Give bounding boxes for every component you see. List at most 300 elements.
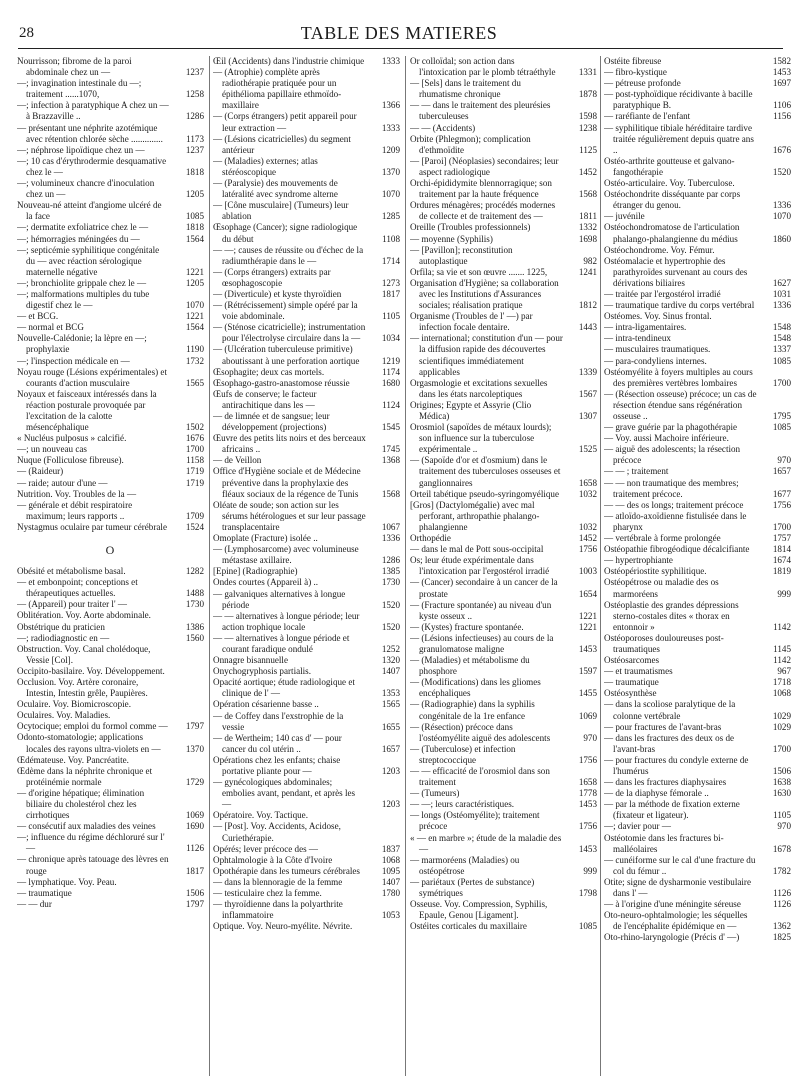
entry-page-number: 1174 xyxy=(382,366,400,377)
entry-text: — [Pavillon]; reconstitution autoplastique xyxy=(410,244,513,266)
entry-page-number: 1502 xyxy=(185,422,204,433)
index-entry xyxy=(213,322,400,344)
index-entry xyxy=(213,433,400,455)
index-entry xyxy=(213,544,400,566)
entry-page-number: 1811 xyxy=(579,211,597,222)
entry-text: — pétreuse profonde xyxy=(604,78,681,89)
entry-page-number: 1565 xyxy=(185,377,204,388)
entry-page-number: 1069 xyxy=(185,810,204,821)
entry-text: — longs (Ostéomyélite); traitement précoce xyxy=(410,810,540,832)
entry-text: Occlusion. Voy. Artère coronaire, Intestin, Intestin grêle, Paupières. xyxy=(17,676,148,699)
entry-page-number: 1548 xyxy=(772,322,791,333)
entry-text: Oblitération. Voy. Aorte abdominale. xyxy=(17,610,151,621)
entry-page-number: 1125 xyxy=(579,144,597,155)
index-entry xyxy=(604,799,791,821)
index-entry xyxy=(17,677,204,699)
entry-text: Organisation d'Hygiène; sa collaboration avec les Institutions d'Assurances sociales; réalisation pratique xyxy=(410,277,559,311)
entry-page-number: 1070 xyxy=(185,300,204,311)
entry-page-number: 1598 xyxy=(578,111,597,122)
entry-text: Nutrition. Voy. Troubles de la — xyxy=(17,488,137,499)
entry-page-number: 1719 xyxy=(185,466,204,477)
index-entry xyxy=(604,722,791,733)
index-entry xyxy=(604,821,791,832)
entry-page-number: 1282 xyxy=(185,566,204,577)
entry-page-number: 1878 xyxy=(578,89,597,100)
index-entry xyxy=(604,344,791,355)
entry-text: — (Cancer) secondaire à un cancer de la prostate xyxy=(410,577,558,599)
entry-text: — juvénile xyxy=(604,211,645,222)
index-entry xyxy=(213,589,400,611)
index-entry xyxy=(604,444,791,466)
entry-text: — (Radiographie) dans la syphilis congénitale de la 1re enfance xyxy=(410,699,535,721)
entry-page-number: 1700 xyxy=(772,521,791,532)
index-entry xyxy=(213,877,400,888)
index-entry xyxy=(410,378,597,400)
index-entry xyxy=(410,311,597,333)
index-entry xyxy=(604,156,791,178)
entry-text: Orgasmologie et excitations sexuelles dans les états narcoleptiques xyxy=(410,377,548,399)
entry-text: — (Paralysie) des mouvements de latéralité avec syndrome alterne xyxy=(213,178,338,200)
entry-text: Orchi-épididymite blennorragique; son traitement par la haute fréquence xyxy=(410,178,552,200)
index-entry xyxy=(213,455,400,466)
entry-text: — de Veillon xyxy=(213,455,262,466)
entry-text: Ostéoplastie des grandes dépressions sterno-costales dites « thorax en entonnoir » xyxy=(604,599,739,632)
entry-text: Oto-neuro-ophtalmologie; les séquelles de l'encéphalite épidémique en — xyxy=(604,910,748,932)
index-entry xyxy=(213,178,400,200)
index-entry xyxy=(213,866,400,877)
entry-page-number: 1817 xyxy=(185,865,204,876)
index-entry xyxy=(604,333,791,344)
entry-text: Oreille (Troubles professionnels) xyxy=(410,222,531,233)
entry-text: — atloïdo-axoïdienne fistulisée dans le pharynx xyxy=(604,510,747,532)
index-entry xyxy=(604,511,791,533)
entry-page-number: 1506 xyxy=(772,766,791,776)
entry-page-number: 1453 xyxy=(578,843,597,854)
index-entry xyxy=(213,899,400,921)
index-entry xyxy=(17,610,204,621)
index-entry xyxy=(213,755,400,777)
index-entry xyxy=(213,411,400,433)
index-entry xyxy=(604,699,791,721)
entry-text: Opérés; lever précoce des — xyxy=(213,843,319,854)
entry-text: Ordures ménagères; procédés modernes de collecte et de traitement des — xyxy=(410,200,556,222)
entry-text: Opérations chez les enfants; chaise portative pliante pour — xyxy=(213,754,341,776)
entry-text: — de la diaphyse fémorale .. xyxy=(604,788,709,799)
entry-page-number: 1069 xyxy=(578,710,597,721)
index-entry xyxy=(410,555,597,577)
entry-page-number: 1219 xyxy=(381,355,400,366)
entry-text: —; malformations multiples du tube digestif chez le — xyxy=(17,288,150,311)
entry-text: — — (Accidents) xyxy=(410,122,476,133)
index-entry xyxy=(17,888,204,899)
index-entry xyxy=(604,322,791,333)
index-entry xyxy=(604,788,791,799)
entry-text: Omoplate (Fracture) isolée .. xyxy=(213,533,318,544)
index-entry xyxy=(410,722,597,744)
entry-page-number: 1105 xyxy=(773,810,791,821)
entry-text: — —; leurs caractéristiques. xyxy=(410,799,515,810)
entry-page-number: 1568 xyxy=(578,189,597,200)
entry-text: —; davier pour — xyxy=(604,821,671,832)
index-entry xyxy=(604,367,791,389)
index-entry xyxy=(604,111,791,122)
entry-text: — (Maladies) externes; atlas stéréoscopique xyxy=(213,155,318,177)
index-entry xyxy=(604,178,791,189)
index-entry xyxy=(604,67,791,78)
index-entry xyxy=(604,600,791,633)
entry-text: Obstétrique du praticien xyxy=(17,621,105,632)
entry-text: — gynécologiques abdominales; embolies avant, pendant, et après les — xyxy=(213,777,356,810)
entry-page-number: 1339 xyxy=(578,366,597,377)
entry-page-number: 1655 xyxy=(381,721,400,732)
entry-page-number: 1156 xyxy=(773,111,791,122)
entry-page-number: 1333 xyxy=(381,56,400,66)
index-entry xyxy=(410,222,597,233)
entry-page-number: 1286 xyxy=(381,555,400,566)
entry-page-number: 1106 xyxy=(773,100,791,111)
index-entry xyxy=(213,777,400,810)
index-entry xyxy=(410,810,597,832)
entry-text: Optique. Voy. Neuro-myélite. Névrite. xyxy=(213,921,353,932)
entry-page-number: 1658 xyxy=(578,777,597,788)
index-entry xyxy=(213,577,400,588)
entry-text: — — non traumatique des membres; traitement précoce. xyxy=(604,477,739,499)
column-divider xyxy=(600,56,601,1076)
index-entry xyxy=(604,566,791,577)
index-entry xyxy=(604,633,791,655)
index-entry xyxy=(213,733,400,755)
entry-text: — — dur xyxy=(17,898,52,909)
index-entry xyxy=(17,356,204,367)
index-entry xyxy=(17,710,204,721)
index-entry xyxy=(410,677,597,699)
entry-text: — —; causes de réussite ou d'échec de la radiumthérapie dans le — xyxy=(213,244,364,266)
index-entry xyxy=(17,766,204,788)
entry-text: Ocytocique; emploi du formol comme — xyxy=(17,721,168,732)
entry-text: — aiguë des adolescents; la résection précoce xyxy=(604,444,741,466)
entry-page-number: 1126 xyxy=(773,888,791,899)
entry-page-number: 1070 xyxy=(381,189,400,200)
entry-page-number: 1630 xyxy=(772,788,791,799)
entry-page-number: 1680 xyxy=(381,377,400,388)
entry-text: Os; leur étude expérimentale dans l'intoxication par l'ergostérol irradié xyxy=(410,555,550,577)
entry-text: Or colloïdal; son action dans l'intoxication par le plomb tétraéthyle xyxy=(410,56,556,78)
entry-page-number: 1237 xyxy=(185,144,204,155)
entry-text: Œuvre des petits lits noirs et des berceaux africains .. xyxy=(213,433,366,455)
entry-page-number: 1452 xyxy=(578,533,597,544)
index-entry xyxy=(213,566,400,577)
entry-text: —; volumineux chancre d'inoculation chez un — xyxy=(17,178,155,200)
entry-text: — générale et débit respiratoire maximum; leurs rapports .. xyxy=(17,499,133,521)
entry-page-number: 1085 xyxy=(772,355,791,366)
entry-page-number: 1819 xyxy=(772,566,791,577)
index-entry xyxy=(213,844,400,855)
entry-text: Orthopédie xyxy=(410,533,451,544)
entry-text: Opothérapie dans les tumeurs cérébrales xyxy=(213,865,360,876)
entry-text: — (Diverticule) et kyste thyroïdien xyxy=(213,288,342,299)
entry-text: Nuque (Folliculose fibreuse). xyxy=(17,455,124,466)
entry-text: — — alternatives à longue période et courant faradique ondulé xyxy=(213,632,350,654)
index-entry xyxy=(17,489,204,500)
entry-page-number: 1860 xyxy=(772,233,791,244)
index-entry xyxy=(17,522,204,533)
index-entry xyxy=(410,744,597,766)
entry-page-number: 1336 xyxy=(772,200,791,211)
entry-text: Œsophage (Cancer); signe radiologique du début xyxy=(213,222,358,244)
entry-page-number: 1700 xyxy=(185,444,204,455)
entry-page-number: 967 xyxy=(777,666,791,677)
entry-text: — cunéiforme sur le cal d'une fracture du col du fémur .. xyxy=(604,854,756,876)
index-entry xyxy=(410,788,597,799)
entry-page-number: 1370 xyxy=(185,743,204,754)
index-entry xyxy=(604,877,791,899)
index-entry xyxy=(604,777,791,788)
entry-page-number: 1718 xyxy=(772,677,791,688)
entry-text: — dans la scoliose paralytique de la colonne vertébrale xyxy=(604,699,736,721)
entry-page-number: 1029 xyxy=(772,710,791,721)
index-entry xyxy=(17,666,204,677)
entry-page-number: 1337 xyxy=(772,344,791,355)
entry-page-number: 1780 xyxy=(381,888,400,899)
entry-page-number: 970 xyxy=(583,732,597,743)
entry-text: — lymphatique. Voy. Peau. xyxy=(17,876,117,887)
entry-page-number: 1031 xyxy=(772,288,791,299)
index-entry xyxy=(213,677,400,699)
index-entry xyxy=(213,666,400,677)
entry-text: Orfila; sa vie et son œuvre ....... 1225, xyxy=(410,266,548,277)
entry-text: Ostéo-arthrite goutteuse et galvano-fangothérapie xyxy=(604,155,735,177)
index-entry xyxy=(17,178,204,200)
index-entry xyxy=(213,466,400,499)
entry-text: Nouvelle-Calédonie; la lèpre en —; prophylaxie xyxy=(17,333,147,355)
entry-page-number: 1332 xyxy=(578,222,597,233)
entry-text: Osseuse. Voy. Compression, Syphilis, Epaule, Genou [Ligament]. xyxy=(410,899,548,921)
index-entry xyxy=(604,123,791,156)
index-entry xyxy=(604,189,791,211)
index-entry xyxy=(410,766,597,788)
entry-text: Ostéopathie fibrogéodique décalcifiante xyxy=(604,544,750,555)
entry-text: Occipito-basilaire. Voy. Développement. xyxy=(17,665,165,676)
entry-text: — fibro-kystique xyxy=(604,67,667,78)
index-entry xyxy=(17,278,204,289)
entry-page-number: 1407 xyxy=(381,666,400,677)
entry-text: — (Rétrécissement) simple opéré par la voie abdominale. xyxy=(213,300,358,322)
entry-page-number: 1700 xyxy=(772,377,791,388)
index-entry xyxy=(17,721,204,732)
entry-page-number: 1333 xyxy=(381,122,400,133)
index-entry xyxy=(410,455,597,488)
entry-page-number: 1067 xyxy=(381,521,400,532)
entry-text: Œufs de conserve; le facteur antirachitique dans les — xyxy=(213,388,317,410)
entry-text: Orbite (Phlegmon); complication d'ethmoïdite xyxy=(410,133,531,155)
entry-page-number: 1709 xyxy=(185,510,204,521)
entry-text: Ostéosynthèse xyxy=(604,688,657,699)
index-entry xyxy=(410,278,597,311)
index-entry xyxy=(604,755,791,777)
entry-text: —; l'inspection médicale en — xyxy=(17,355,130,366)
entry-text: Ostéoporoses douloureuses post-traumatiques xyxy=(604,632,724,654)
entry-page-number: 1818 xyxy=(185,222,204,233)
entry-text: — — des os longs; traitement précoce xyxy=(604,499,744,510)
entry-page-number: 1730 xyxy=(185,599,204,610)
entry-page-number: 1674 xyxy=(772,555,791,566)
entry-page-number: 1818 xyxy=(185,166,204,177)
index-entry xyxy=(213,200,400,222)
entry-page-number: 1452 xyxy=(578,166,597,177)
entry-page-number: 1564 xyxy=(185,322,204,333)
entry-text: — [Paroi] (Néoplasies) secondaires; leur aspect radiologique xyxy=(410,155,559,177)
entry-page-number: 1145 xyxy=(773,643,791,654)
header-rule xyxy=(18,48,783,49)
index-entry xyxy=(604,533,791,544)
entry-page-number: 1676 xyxy=(185,433,204,444)
index-entry xyxy=(17,100,204,122)
entry-page-number: 1307 xyxy=(578,411,597,421)
entry-page-number: 1676 xyxy=(772,144,791,155)
index-entry xyxy=(17,234,204,245)
index-entry xyxy=(604,222,791,244)
entry-text: —; 10 cas d'érythrodermie desquamative chez le — xyxy=(17,155,167,177)
index-entry xyxy=(213,156,400,178)
entry-text: — dans les fractures des deux os de l'avant-bras xyxy=(604,732,735,754)
index-entry xyxy=(17,433,204,444)
index-entry xyxy=(213,888,400,899)
index-entry xyxy=(410,400,597,422)
entry-page-number: 1756 xyxy=(772,499,791,510)
entry-page-number: 1657 xyxy=(772,466,791,477)
entry-text: — (Tuberculose) et infection streptococcique xyxy=(410,743,516,765)
entry-page-number: 1745 xyxy=(381,444,400,455)
entry-text: — raide; autour d'une — xyxy=(17,477,108,488)
index-entry xyxy=(213,855,400,866)
entry-text: Organisme (Troubles de l' —) par infection focale dentaire. xyxy=(410,311,533,333)
entry-page-number: 1757 xyxy=(772,533,791,544)
index-entry xyxy=(213,56,400,67)
index-entry xyxy=(604,300,791,311)
entry-page-number: 1029 xyxy=(772,721,791,732)
index-entry xyxy=(213,111,400,133)
entry-page-number: 1488 xyxy=(185,588,204,599)
index-entry xyxy=(17,500,204,522)
column-divider xyxy=(405,56,406,1076)
index-entry xyxy=(604,311,791,322)
entry-page-number: 1286 xyxy=(185,111,204,122)
entry-text: —; radiodiagnostic en — xyxy=(17,632,110,643)
entry-page-number: 1565 xyxy=(381,699,400,710)
entry-text: — et traumatismes xyxy=(604,666,673,677)
entry-text: — présentant une néphrite azotémique avec rétention chlorée sèche .............. xyxy=(17,122,163,144)
entry-page-number: 1386 xyxy=(185,621,204,632)
index-entry xyxy=(410,267,597,278)
index-entry xyxy=(17,644,204,666)
entry-text: —; un nouveau cas xyxy=(17,444,87,455)
entry-page-number: 1158 xyxy=(186,455,204,466)
entry-text: — intra-ligamentaires. xyxy=(604,322,687,333)
entry-text: Ostéomyélite à foyers multiples au cours des premières vertèbres lombaires xyxy=(604,366,753,388)
entry-page-number: 1366 xyxy=(381,100,400,111)
index-entry xyxy=(213,67,400,111)
entry-text: — (Lymphosarcome) avec volumineuse métastase axillaire. xyxy=(213,544,359,566)
entry-page-number: 1453 xyxy=(578,799,597,810)
index-entry xyxy=(17,622,204,633)
entry-page-number: 1032 xyxy=(578,521,597,532)
entry-page-number: 1085 xyxy=(772,422,791,433)
entry-text: Opératoire. Voy. Tactique. xyxy=(213,810,308,821)
index-entry xyxy=(604,733,791,755)
entry-text: Opération césarienne basse .. xyxy=(213,699,319,710)
entry-text: Ostéomalacie et hypertrophie des parathyroïdes survenant au cours des dérivations biliaires xyxy=(604,255,748,288)
index-entry xyxy=(410,56,597,78)
entry-text: Nouveau-né atteint d'angiome ulcéré de la face xyxy=(17,200,162,222)
entry-page-number: 1597 xyxy=(578,666,597,677)
entry-page-number: 1548 xyxy=(772,333,791,344)
index-entry xyxy=(213,533,400,544)
index-entry xyxy=(604,466,791,477)
index-entry xyxy=(17,478,204,489)
entry-text: Origines; Egypte et Assyrie (Clio Médica) xyxy=(410,399,532,421)
section-letter: O xyxy=(105,543,116,558)
entry-text: — [Sels] dans le traitement du rhumatisme chronique xyxy=(410,78,521,100)
entry-text: Ostéites corticales du maxillaire xyxy=(410,921,527,932)
entry-page-number: 1812 xyxy=(578,300,597,311)
entry-text: — (Fracture spontanée) au niveau d'un kyste osseux .. xyxy=(410,599,552,621)
entry-page-number: 1582 xyxy=(772,56,791,66)
page-title: TABLE DES MATIERES xyxy=(300,23,498,43)
entry-text: — Voy. aussi Machoire inférieure. xyxy=(604,433,729,444)
index-entry xyxy=(17,56,204,78)
entry-page-number: 1690 xyxy=(185,821,204,832)
index-entry xyxy=(17,200,204,222)
index-column-2 xyxy=(213,56,400,1078)
entry-page-number: 1142 xyxy=(773,621,791,632)
page-header xyxy=(14,21,784,51)
index-entry xyxy=(17,877,204,888)
entry-text: — [Post]. Voy. Accidents, Acidose, Curiethérapie. xyxy=(213,821,341,843)
entry-page-number: 1455 xyxy=(578,688,597,699)
index-entry xyxy=(213,821,400,843)
entry-text: Ostéo-articulaire. Voy. Tuberculose. xyxy=(604,178,735,189)
entry-page-number: 1385 xyxy=(381,566,400,577)
index-entry xyxy=(17,755,204,766)
entry-text: Ostéosarcomes xyxy=(604,655,660,666)
index-entry xyxy=(604,577,791,599)
entry-page-number: 1729 xyxy=(185,776,204,787)
entry-page-number: 1142 xyxy=(773,655,791,666)
entry-text: — traumatique xyxy=(604,677,659,688)
entry-text: — et BCG. xyxy=(17,311,59,322)
entry-text: — [Cône musculaire] (Tumeurs) leur ablation xyxy=(213,200,349,222)
entry-page-number: 999 xyxy=(777,588,791,599)
index-entry xyxy=(410,200,597,222)
entry-page-number: 1070 xyxy=(772,211,791,222)
entry-page-number: 1837 xyxy=(381,843,400,854)
entry-text: — de Wertheim; 140 cas d' — pour cancer du col utérin .. xyxy=(213,732,342,754)
entry-page-number: 1677 xyxy=(772,488,791,499)
index-entry xyxy=(604,78,791,89)
index-entry xyxy=(213,245,400,267)
index-entry xyxy=(213,367,400,378)
index-entry xyxy=(213,267,400,289)
entry-text: —; hémorragies méningées du — xyxy=(17,233,140,244)
entry-text: — international; constitution d'un — pour la diffusion rapide des découvertes scientifiques immédiatement applicables xyxy=(410,333,563,377)
index-entry xyxy=(213,921,400,932)
entry-page-number: 1817 xyxy=(381,288,400,299)
entry-page-number: 1568 xyxy=(381,488,400,499)
entry-page-number: 1453 xyxy=(578,643,597,654)
entry-text: Ostéochondrome. Voy. Fémur. xyxy=(604,244,715,255)
index-entry xyxy=(604,666,791,677)
entry-page-number: 1453 xyxy=(772,67,791,78)
